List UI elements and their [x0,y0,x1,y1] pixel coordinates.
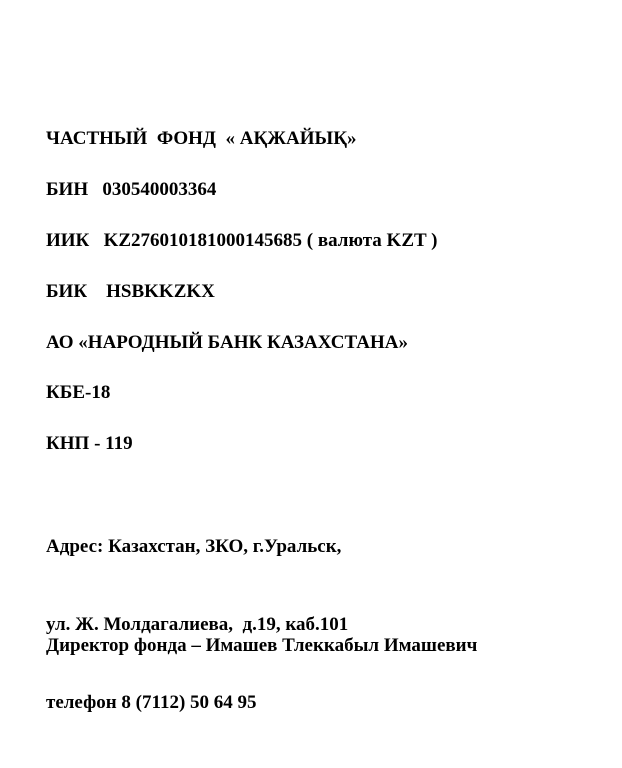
address-line-1: Адрес: Казахстан, ЗКО, г.Уральск, [46,536,342,557]
bank-name: АО «НАРОДНЫЙ БАНК КАЗАХСТАНА» [46,332,408,353]
bin-line: БИН 030540003364 [46,179,217,200]
knp-line: КНП - 119 [46,433,133,454]
director-signature: Директор фонда – Имашев Тлеккабыл Имашевич [46,635,478,656]
address-line-3: телефон 8 (7112) 50 64 95 [46,692,257,713]
bik-line: БИК HSBKKZKX [46,281,215,302]
fund-name: ЧАСТНЫЙ ФОНД « АҚЖАЙЫҚ» [46,128,357,149]
kbe-line: КБЕ-18 [46,382,111,403]
iik-line: ИИК KZ276010181000145685 ( валюта KZT ) [46,230,438,251]
address-line-2: ул. Ж. Молдагалиева, д.19, каб.101 [46,614,349,635]
address-block [46,482,348,768]
